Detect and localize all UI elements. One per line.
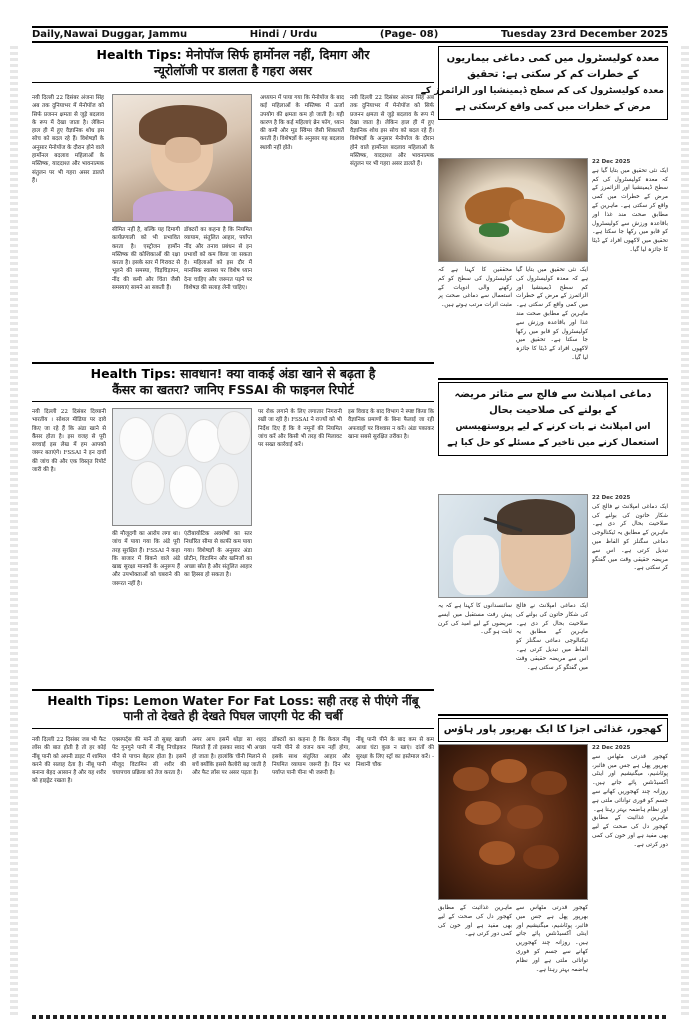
urdu-column: کھجور قدرتی مٹھاس سے بھرپور پھل ہے جس میں فائبر، پوٹاشیم، میگنیشیم اور اینٹی آکسیڈنٹس پائے جاتے ہیں۔ روزانہ چند کھجوریں کھانے سے جسم کو فوری توانائی ملتی ہے اور نظام ہاضمہ بہتر رہتا ہے۔: [516, 905, 588, 973]
woman-headache-photo: [112, 94, 252, 222]
article-tag: Health Tips:: [96, 47, 182, 62]
article-headline: Health Tips: मेनोपॉज सिर्फ हार्मोनल नहीं, दिमाग और न्यूरोलॉजी पर डालता है गहरा असर: [96, 47, 370, 78]
article-headline: Health Tips: Lemon Water For Fat Loss: सही तरह से पीएंगे नींबू पानी तो देखते ही देखते पिघल जाएगी पेट की चर्बी: [47, 694, 419, 723]
hindi-section: [32, 46, 434, 1016]
food-plate-photo: [438, 158, 588, 262]
issue-date: Tuesday 23rd December 2025: [500, 29, 668, 40]
language-label: Hindi / Urdu: [249, 29, 318, 40]
paper-name: Daily,Nawai Duggar, Jammu: [32, 29, 188, 40]
urdu-article-cholesterol: [420, 46, 668, 376]
article-headline: Health Tips: सावधान! क्या वाकई अंडा खाने से बढ़ता है कैंसर का खतरा? जानिए FSSAI की फाइनल रिपोर्ट: [90, 366, 376, 397]
article-lemon-water: [32, 694, 434, 1016]
urdu-article-brain-implant: [438, 382, 668, 712]
page-number: (Page- 08): [379, 29, 439, 40]
article-column: एक्सपर्ट्स की मानें तो सुबह खाली पेट गुनगुने पानी में नींबू निचोड़कर पीने से पाचन बेहतर होता है। इसमें मौजूद विटामिन सी शरीर की चयापचय प्रक्रिया को तेज करता है।: [112, 737, 186, 777]
page-footer-border: [32, 1015, 668, 1019]
divider: [32, 728, 434, 729]
urdu-headline: دماغی امپلانٹ سے فالج سے متاثر مریضہ کے بولنے کی صلاحیت بحال اس امپلانٹ نے بات کرنے کے لیے پروستھیسس استعمال کرنے میں تاخیر کے مسئلے کو حل کیا ہے: [438, 382, 668, 456]
article-column: नयी दिल्ली 22 दिसंबर जब भी फैट लॉस की बात होती है तो हर कोई नींबू पानी को अपनी डाइट में शामिल करने की सलाह देता है। नींबू पानी बनाना बेहद आसान है और यह शरीर को हाइड्रेट रखता है।: [32, 737, 106, 785]
section-divider: [438, 714, 668, 716]
urdu-column: 22 Dec 2025 ایک دماغی امپلانٹ نے فالج کی شکار خاتون کی بولنے کی صلاحیت بحال کر دی ہے۔ ماہرین کے مطابق یہ ٹیکنالوجی دماغی سگنلز کو الفاظ میں تبدیل کرتی ہے۔ اس سے مریضہ حقیقی وقت میں گفتگو کر سکتی ہے۔: [592, 495, 668, 572]
article-column: डॉक्टरों का कहना है कि केवल नींबू पानी पीने से वजन कम नहीं होगा, इसके साथ संतुलित आहार और नियमित व्यायाम जरूरी है। दिन भर पर्याप्त पानी पीना भी जरूरी है।: [272, 737, 350, 777]
right-margin-ornament: [681, 46, 689, 1016]
eggs-photo: [112, 408, 252, 526]
urdu-column: سائنسدانوں کا کہنا ہے کہ یہ پیش رفت مستقبل میں ایسے مریضوں کے لیے امید کی کرن ثابت ہو گی۔: [438, 603, 512, 636]
divider: [32, 82, 434, 83]
article-column: डॉक्टरों का कहना है कि नियमित व्यायाम, संतुलित आहार, पर्याप्त नींद और तनाव प्रबंधन से इन प्रभावों को कम किया जा सकता है। महिलाओं को इस दौर में मानसिक स्वास्थ्य पर विशेष ध्यान देना चाहिए और जरूरत पड़ने पर विशेषज्ञ की सलाह लेनी चाहिए।: [184, 227, 252, 292]
article-column: इस विवाद के बाद विभाग ने स्पष्ट किया कि वैज्ञानिक प्रमाणों के बिना फैलाई जा रही अफवाहों पर विश्वास न करें। अंडा पकाकर खाना सबसे सुरक्षित तरीका है।: [348, 409, 434, 440]
masthead: [32, 26, 668, 43]
article-menopause: [32, 46, 434, 361]
section-divider: [32, 362, 434, 364]
urdu-column: ایک نئی تحقیق میں بتایا گیا ہے کہ معدہ کولیسٹرول کی کم سطح ڈیمینشیا اور الزائمرز کے مرض کے خطرات میں کمی واقع کر سکتی ہے۔ ماہرین کے مطابق صحت مند غذا اور باقاعدہ ورزش سے کولیسٹرول کو قابو میں رکھا جا سکتا ہے۔ تحقیق میں لاکھوں افراد کے ڈیٹا کا جائزہ لیا گیا۔: [516, 267, 588, 361]
article-column: एंटीबायोटिक अवशेषों का स्तर निर्धारित सीमा से काफी कम पाया गया। विशेषज्ञों के अनुसार अंडा प्रोटीन, विटामिन और खनिजों का अच्छा स्रोत है और संतुलित आहार का हिस्सा हो सकता है।: [184, 531, 252, 579]
left-margin-ornament: [10, 46, 18, 1016]
urdu-column: ماہرین غذائیت کے مطابق کھجور دل کی صحت کے لیے بھی مفید ہے اور خون کی کمی دور کرتی ہے۔: [438, 905, 512, 938]
urdu-column: ایک دماغی امپلانٹ نے فالج کی شکار خاتون کی بولنے کی صلاحیت بحال کر دی ہے۔ ماہرین کے مطابق یہ ٹیکنالوجی دماغی سگنلز کو الفاظ میں تبدیل کرتی ہے۔ اس سے مریضہ حقیقی وقت میں گفتگو کر سکتی ہے۔: [516, 603, 588, 671]
article-column: नींबू पानी पीने के बाद कम से कम आधा घंटा कुछ न खाएं। दांतों की सुरक्षा के लिए स्ट्रॉ का इस्तेमाल करें। - निशानी चौक: [356, 737, 434, 768]
urdu-column: 22 Dec 2025 ایک نئی تحقیق میں بتایا گیا ہے کہ معدہ کولیسٹرول کی کم سطح ڈیمینشیا اور الزائمرز کے مرض کے خطرات میں کمی واقع کر سکتی ہے۔ ماہرین کے مطابق صحت مند غذا اور باقاعدہ ورزش سے کولیسٹرول کو قابو میں رکھا جا سکتا ہے۔ تحقیق میں لاکھوں افراد کے ڈیٹا کا جائزہ لیا گیا۔: [592, 159, 668, 253]
article-column: नयी दिल्ली 22 दिसंबर अंजना सिंह अब तक दुनियाभर में मेनोपॉज को सिर्फ प्रजनन क्षमता से जुड़े बदलाव के रूप में देखा जाता है। लेकिन हाल ही में हुए वैज्ञानिक शोध इस सोच को बदल रहे हैं। विशेषज्ञों के अनुसार मेनोपॉज के दौरान होने वाले हार्मोनल बदलाव महिलाओं के मस्तिष्क, याददाश्त और भावनात्मक संतुलन पर भी गहरा असर डालते हैं।: [350, 95, 434, 168]
article-column: नयी दिल्ली 22 दिसंबर दिव्यानी भारतीय । सोशल मीडिया पर दावे किए जा रहे हैं कि अंडा खाने से कैंसर होता है। इस वजह से पूरी सच्चाई इस लेख में हम आपको जरूर बताएंगे। FSSAI ने इन दावों की जांच की और एक विस्तृत रिपोर्ट जारी की है।: [32, 409, 106, 474]
brain-implant-photo: [438, 494, 588, 598]
article-egg-cancer: [32, 366, 434, 686]
urdu-headline: کھجور، غذائی اجزا کا ایک بھرپور پاور ہاؤس: [438, 718, 668, 742]
divider: [32, 401, 434, 402]
urdu-column: محققین کا کہنا ہے کہ کولیسٹرول کی سطح کو کم رکھنے والی ادویات کے استعمال سے دماغی صحت پر مثبت اثرات مرتب ہوتے ہیں۔: [438, 267, 512, 309]
article-column: नयी दिल्ली 22 दिसंबर अंजना सिंह अब तक दुनियाभर में मेनोपॉज को सिर्फ प्रजनन क्षमता से जुड़े बदलाव के रूप में देखा जाता है। लेकिन हाल ही में हुए वैज्ञानिक शोध इस सोच को बदल रहे हैं। विशेषज्ञों के अनुसार मेनोपॉज के दौरान होने वाले हार्मोनल बदलाव महिलाओं के मस्तिष्क, याददाश्त और भावनात्मक संतुलन पर भी गहरा असर डालते हैं।: [32, 95, 104, 184]
urdu-section: [420, 46, 668, 1016]
urdu-article-dates: [438, 718, 668, 1016]
urdu-headline: معدہ کولیسٹرول میں کمی دماغی بیماریوں کے خطرات کم کر سکتی ہے: تحقیق معدہ کولیسٹرول کی کم سطح ڈیمینشیا اور الزائمرز کے مرض کے خطرات میں کمی واقع کرسکتی ہے: [438, 46, 668, 120]
article-column: की मौजूदगी का आरोप लगा था। जांच में पाया गया कि अंडे पूरी तरह सुरक्षित हैं। FSSAI ने कहा कि बाजार में बिकने वाले अंडे खाद्य सुरक्षा मानकों के अनुरूप हैं और उपभोक्ताओं को घबराने की जरूरत नहीं है।: [112, 531, 180, 587]
section-divider: [32, 689, 434, 691]
urdu-column: 22 Dec 2025 کھجور قدرتی مٹھاس سے بھرپور پھل ہے جس میں فائبر، پوٹاشیم، میگنیشیم اور اینٹی آکسیڈنٹس پائے جاتے ہیں۔ روزانہ چند کھجوریں کھانے سے جسم کو فوری توانائی ملتی ہے اور نظام ہاضمہ بہتر رہتا ہے۔ ماہرین غذائیت کے مطابق کھجور دل کی صحت کے لیے بھی مفید ہے اور خون کی کمی دور کرتی ہے۔: [592, 745, 668, 848]
article-column: अगर आप इसमें थोड़ा सा शहद मिलाते हैं तो इसका स्वाद भी अच्छा हो जाता है। हालांकि चीनी मिलाने से बचें क्योंकि इससे कैलोरी बढ़ जाती है और फैट लॉस पर असर पड़ता है।: [192, 737, 266, 777]
article-column: पर रोक लगाने के लिए लगातार निगरानी रखी जा रही है। FSSAI ने राज्यों को भी निर्देश दिए हैं कि वे नमूनों की नियमित जांच करें और किसी भी तरह की मिलावट पर सख्त कार्रवाई करें।: [258, 409, 342, 449]
section-divider: [438, 378, 668, 380]
article-column: सीमित नहीं है, बल्कि यह दिमागी कार्यप्रणाली को भी प्रभावित करता है। एस्ट्रोजन हार्मोन मस्तिष्क की कोशिकाओं की रक्षा करता है। इसके स्तर में गिरावट से भूलने की समस्या, चिड़चिड़ापन, नींद की कमी और चिंता जैसी समस्याएं सामने आ सकती हैं।: [112, 227, 180, 292]
article-column: अध्ययन में पाया गया कि मेनोपॉज के बाद कई महिलाओं के मस्तिष्क में ऊर्जा उपयोग की क्षमता कम हो जाती है। यही कारण है कि कई महिलाएं ब्रेन फॉग, ध्यान की कमी और मूड स्विंग्स जैसी शिकायतें करती हैं। विशेषज्ञों के अनुसार यह बदलाव स्थायी नहीं होते।: [260, 95, 344, 151]
dates-fruit-photo: [438, 744, 588, 900]
